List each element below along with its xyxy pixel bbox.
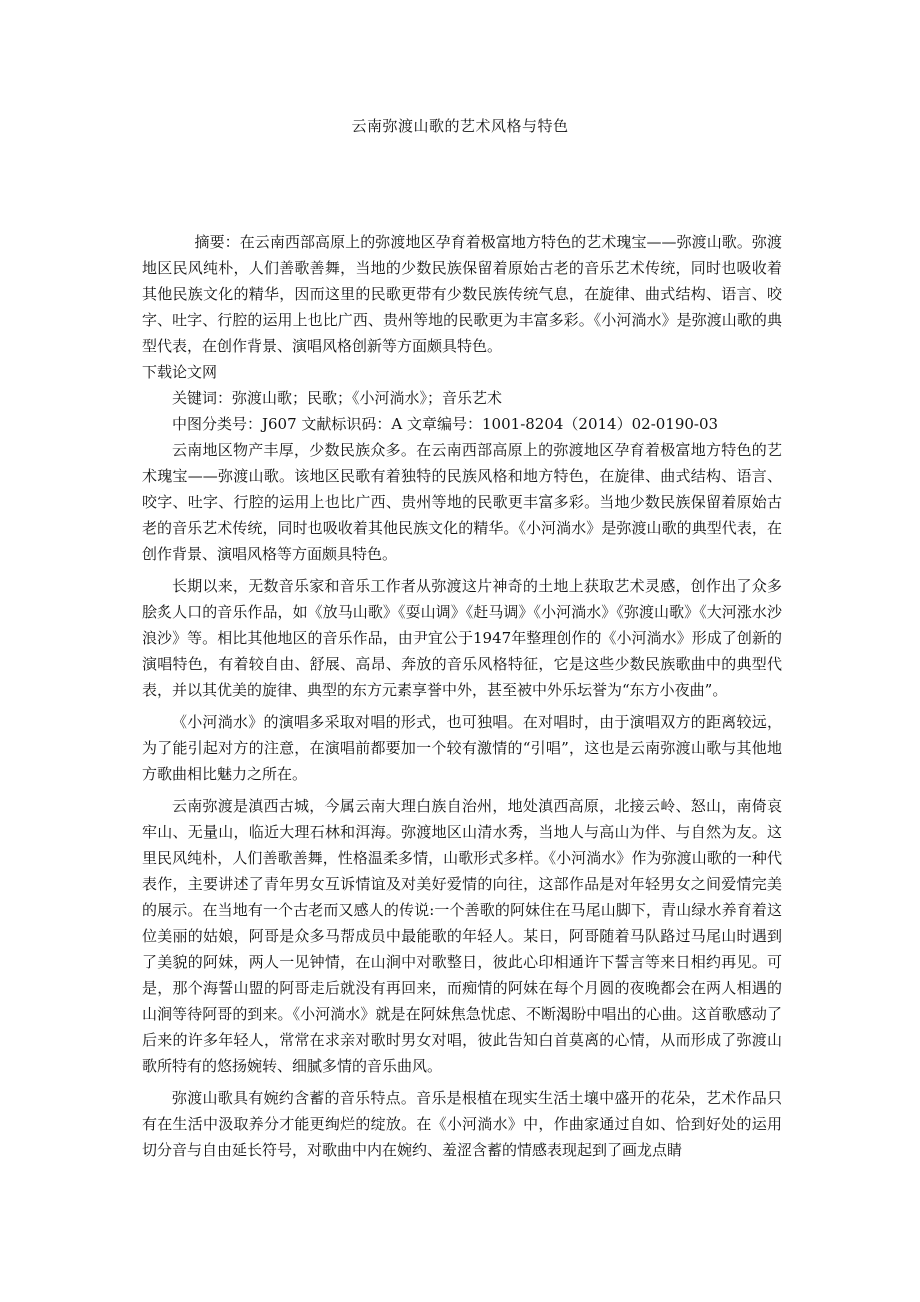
abstract-paragraph: 摘要：在云南西部高原上的弥渡地区孕育着极富地方特色的艺术瑰宝——弥渡山歌。弥渡地区民风纯朴，人们善歌善舞，当地的少数民族保留着原始古老的音乐艺术传统，同时也吸收着其他民族文化的精华，因而这里的民歌更带有少数民族传统气息，在旋律、曲式结构、语言、咬字、吐字、行腔的运用上也比广西、贵州等地的民歌更为丰富多彩。《小河淌水》是弥渡山歌的典型代表，在创作背景、演唱风格创新等方面颇具特色。 bbox=[142, 233, 782, 355]
document-title: 云南弥渡山歌的艺术风格与特色 bbox=[351, 117, 569, 135]
body-paragraph-3: 《小河淌水》的演唱多采取对唱的形式，也可独唱。在对唱时，由于演唱双方的距离较远，为了能引起对方的注意，在演唱前都要加一个较有激情的“引唱”，这也是云南弥渡山歌与其他地方歌曲相比魅力之所在。 bbox=[142, 713, 782, 783]
body-paragraph-1: 云南地区物产丰厚，少数民族众多。在云南西部高原上的弥渡地区孕育着极富地方特色的艺术瑰宝——弥渡山歌。该地区民歌有着独特的民族风格和地方特色，在旋律、曲式结构、语言、咬字、吐字、行腔的运用上也比广西、贵州等地的民歌更丰富多彩。当地少数民族保留着原始古老的音乐艺术传统，同时也吸收着其他民族文化的精华。《小河淌水》是弥渡山歌的典型代表，在创作背景、演唱风格等方面颇具特色。 bbox=[142, 441, 782, 563]
body-paragraph-4: 云南弥渡是滇西古城，今属云南大理白族自治州，地处滇西高原，北接云岭、怒山，南倚哀牢山、无量山，临近大理石林和洱海。弥渡地区山清水秀，当地人与高山为伴、与自然为友。这里民风纯朴，人们善歌善舞，性格温柔多情，山歌形式多样。《小河淌水》作为弥渡山歌的一种代表作，主要讲述了青年男女互诉情谊及对美好爱情的向往，这部作品是对年轻男女之间爱情完美的展示。在当地有一个古老而又感人的传说:一个善歌的阿妹住在马尾山脚下，青山绿水养育着这位美丽的姑娘，阿哥是众多马帮成员中最能歌的年轻人。某日，阿哥随着马队路过马尾山时遇到了美貌的阿妹，两人一见钟情，在山涧中对歌整日，彼此心印相通许下誓言等来日相约再见。可是，那个海誓山盟的阿哥走后就没有再回来，而痴情的阿妹在每个月圆的夜晚都会在两人相遇的山涧等待阿哥的到来。《小河淌水》就是在阿妹焦急忧虑、不断渴盼中唱出的心曲。这首歌感动了后来的许多年轻人，常常在求亲对歌时男女对唱，彼此告知白首莫离的心情，从而形成了弥渡山歌所特有的悠扬婉转、细腻多情的音乐曲风。 bbox=[142, 797, 782, 1075]
keywords-line: 关键词：弥渡山歌；民歌；《小河淌水》；音乐艺术 bbox=[172, 389, 503, 407]
document-body bbox=[142, 229, 782, 1163]
body-paragraph-2: 长期以来，无数音乐家和音乐工作者从弥渡这片神奇的土地上获取艺术灵感，创作出了众多脍炙人口的音乐作品，如《放马山歌》《耍山调》《赶马调》《小河淌水》《弥渡山歌》《大河涨水沙浪沙》等。相比其他地区的音乐作品，由尹宜公于1947年整理创作的《小河淌水》形成了创新的演唱特色，有着较自由、舒展、高昂、奔放的音乐风格特征，它是这些少数民族歌曲中的典型代表，并以其优美的旋律、典型的东方元素享誉中外，甚至被中外乐坛誉为“东方小夜曲”。 bbox=[142, 577, 782, 699]
body-paragraph-5: 弥渡山歌具有婉约含蓄的音乐特点。音乐是根植在现实生活土壤中盛开的花朵，艺术作品只有在生活中汲取养分才能更绚烂的绽放。在《小河淌水》中，作曲家通过自如、恰到好处的运用切分音与自由延长符号，对歌曲中内在婉约、羞涩含蓄的情感表现起到了画龙点睛 bbox=[142, 1089, 782, 1159]
source-line: 下载论文网 bbox=[142, 363, 218, 381]
classification-line: 中图分类号：J607 文献标识码：A 文章编号：1001-8204（2014）02-0190-03 bbox=[172, 415, 719, 433]
